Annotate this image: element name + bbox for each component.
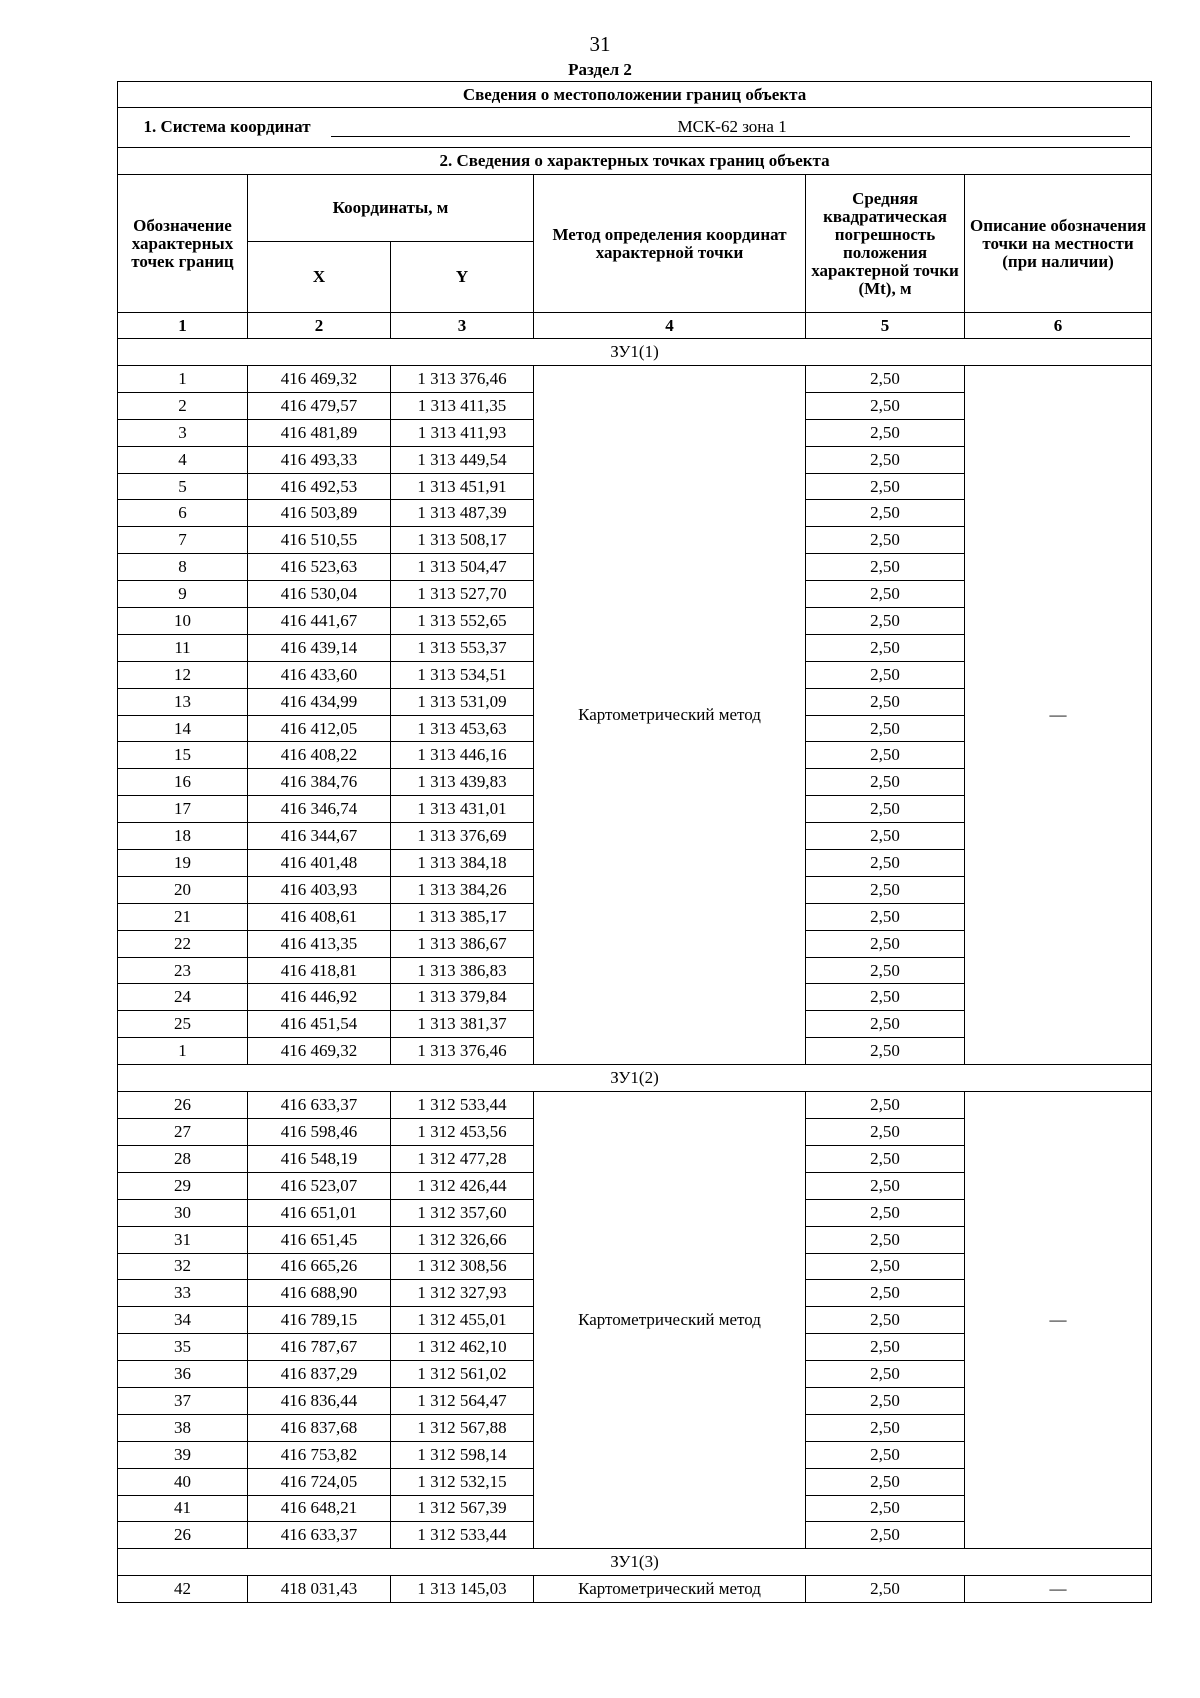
error-value: 2,50 [806, 1280, 965, 1307]
error-value: 2,50 [806, 769, 965, 796]
method-cell: Картометрический метод [534, 366, 806, 1065]
coord-y: 1 313 376,46 [391, 1038, 534, 1065]
point-number: 6 [118, 500, 248, 527]
coord-x: 416 787,67 [248, 1334, 391, 1361]
coord-y: 1 312 567,88 [391, 1414, 534, 1441]
error-value: 2,50 [806, 1119, 965, 1146]
coord-y: 1 313 431,01 [391, 796, 534, 823]
point-number: 32 [118, 1253, 248, 1280]
point-number: 26 [118, 1522, 248, 1549]
coord-y: 1 312 453,56 [391, 1119, 534, 1146]
section-title: Раздел 2 [568, 60, 632, 79]
point-number: 17 [118, 796, 248, 823]
point-number: 16 [118, 769, 248, 796]
table-row [118, 1092, 1152, 1119]
coord-y: 1 313 385,17 [391, 903, 534, 930]
error-value: 2,50 [806, 661, 965, 688]
error-value: 2,50 [806, 1522, 965, 1549]
coord-x: 416 434,99 [248, 688, 391, 715]
point-number: 20 [118, 876, 248, 903]
coord-x: 416 493,33 [248, 446, 391, 473]
description-cell: — [965, 366, 1152, 1065]
error-value: 2,50 [806, 608, 965, 635]
coord-x: 416 492,53 [248, 473, 391, 500]
error-value: 2,50 [806, 1361, 965, 1388]
coord-x: 416 469,32 [248, 366, 391, 393]
error-value: 2,50 [806, 446, 965, 473]
point-number: 31 [118, 1226, 248, 1253]
col-number-5: 5 [806, 313, 965, 339]
header-designation: Обозначение характерных точек границ [118, 175, 248, 313]
error-value: 2,50 [806, 419, 965, 446]
coord-y: 1 313 451,91 [391, 473, 534, 500]
point-number: 15 [118, 742, 248, 769]
error-value: 2,50 [806, 930, 965, 957]
coord-x: 416 789,15 [248, 1307, 391, 1334]
coord-y: 1 313 553,37 [391, 634, 534, 661]
coord-x: 416 837,68 [248, 1414, 391, 1441]
error-value: 2,50 [806, 366, 965, 393]
description-cell: — [965, 1576, 1152, 1603]
point-number: 19 [118, 850, 248, 877]
coord-x: 416 548,19 [248, 1145, 391, 1172]
coord-y: 1 313 384,26 [391, 876, 534, 903]
coord-x: 416 530,04 [248, 581, 391, 608]
error-value: 2,50 [806, 1307, 965, 1334]
coord-x: 416 481,89 [248, 419, 391, 446]
coord-y: 1 313 411,93 [391, 419, 534, 446]
coord-y: 1 312 533,44 [391, 1092, 534, 1119]
coord-system-label: 1. Система координат [143, 117, 311, 136]
error-value: 2,50 [806, 1253, 965, 1280]
point-number: 5 [118, 473, 248, 500]
coord-x: 416 633,37 [248, 1092, 391, 1119]
group-name: ЗУ1(1) [118, 339, 1152, 366]
error-value: 2,50 [806, 392, 965, 419]
point-number: 12 [118, 661, 248, 688]
header-method: Метод определения координат характерной точки [534, 175, 806, 313]
error-value: 2,50 [806, 1495, 965, 1522]
coord-y: 1 312 533,44 [391, 1522, 534, 1549]
coord-x: 416 688,90 [248, 1280, 391, 1307]
coord-y: 1 313 487,39 [391, 500, 534, 527]
point-number: 25 [118, 1011, 248, 1038]
coord-x: 416 384,76 [248, 769, 391, 796]
coord-y: 1 312 327,93 [391, 1280, 534, 1307]
coord-y: 1 313 145,03 [391, 1576, 534, 1603]
error-value: 2,50 [806, 876, 965, 903]
coord-x: 416 344,67 [248, 823, 391, 850]
point-number: 38 [118, 1414, 248, 1441]
coord-y: 1 313 386,83 [391, 957, 534, 984]
col-number-3: 3 [391, 313, 534, 339]
coord-y: 1 313 552,65 [391, 608, 534, 635]
error-value: 2,50 [806, 634, 965, 661]
point-number: 23 [118, 957, 248, 984]
coord-y: 1 313 439,83 [391, 769, 534, 796]
coord-y: 1 313 531,09 [391, 688, 534, 715]
error-value: 2,50 [806, 554, 965, 581]
coord-y: 1 313 386,67 [391, 930, 534, 957]
coord-x: 416 412,05 [248, 715, 391, 742]
coord-y: 1 313 508,17 [391, 527, 534, 554]
coord-x: 416 441,67 [248, 608, 391, 635]
error-value: 2,50 [806, 1576, 965, 1603]
coord-y: 1 313 381,37 [391, 1011, 534, 1038]
point-number: 33 [118, 1280, 248, 1307]
group-name: ЗУ1(2) [118, 1065, 1152, 1092]
error-value: 2,50 [806, 1387, 965, 1414]
method-cell: Картометрический метод [534, 1092, 806, 1549]
coord-x: 416 451,54 [248, 1011, 391, 1038]
header-y: Y [391, 242, 534, 313]
object-title: Сведения о местоположении границ объекта [118, 82, 1152, 108]
header-description: Описание обозначения точки на местности (при наличии) [965, 175, 1152, 313]
coord-x: 416 837,29 [248, 1361, 391, 1388]
coord-x: 416 401,48 [248, 850, 391, 877]
point-number: 10 [118, 608, 248, 635]
coord-x: 416 479,57 [248, 392, 391, 419]
coord-x: 416 651,01 [248, 1199, 391, 1226]
coord-y: 1 312 564,47 [391, 1387, 534, 1414]
table-row [118, 366, 1152, 393]
error-value: 2,50 [806, 1414, 965, 1441]
point-number: 24 [118, 984, 248, 1011]
error-value: 2,50 [806, 823, 965, 850]
coord-y: 1 313 446,16 [391, 742, 534, 769]
coord-x: 418 031,43 [248, 1576, 391, 1603]
error-value: 2,50 [806, 715, 965, 742]
coord-y: 1 312 477,28 [391, 1145, 534, 1172]
point-number: 8 [118, 554, 248, 581]
point-number: 40 [118, 1468, 248, 1495]
coord-y: 1 312 532,15 [391, 1468, 534, 1495]
error-value: 2,50 [806, 1011, 965, 1038]
error-value: 2,50 [806, 903, 965, 930]
point-number: 21 [118, 903, 248, 930]
coord-system-row [118, 108, 1152, 148]
coord-x: 416 439,14 [248, 634, 391, 661]
error-value: 2,50 [806, 850, 965, 877]
point-number: 11 [118, 634, 248, 661]
error-value: 2,50 [806, 1092, 965, 1119]
coord-x: 416 403,93 [248, 876, 391, 903]
point-number: 29 [118, 1172, 248, 1199]
coord-x: 416 408,61 [248, 903, 391, 930]
coord-x: 416 633,37 [248, 1522, 391, 1549]
coord-x: 416 651,45 [248, 1226, 391, 1253]
point-number: 41 [118, 1495, 248, 1522]
boundary-table [117, 81, 1152, 1603]
point-number: 14 [118, 715, 248, 742]
coord-y: 1 313 453,63 [391, 715, 534, 742]
point-number: 13 [118, 688, 248, 715]
error-value: 2,50 [806, 1172, 965, 1199]
point-number: 39 [118, 1441, 248, 1468]
coord-x: 416 836,44 [248, 1387, 391, 1414]
coord-y: 1 313 384,18 [391, 850, 534, 877]
point-number: 28 [118, 1145, 248, 1172]
coord-x: 416 446,92 [248, 984, 391, 1011]
coord-x: 416 523,07 [248, 1172, 391, 1199]
coord-x: 416 648,21 [248, 1495, 391, 1522]
coord-x: 416 469,32 [248, 1038, 391, 1065]
point-number: 7 [118, 527, 248, 554]
coord-y: 1 312 598,14 [391, 1441, 534, 1468]
error-value: 2,50 [806, 742, 965, 769]
error-value: 2,50 [806, 1145, 965, 1172]
error-value: 2,50 [806, 1441, 965, 1468]
error-value: 2,50 [806, 688, 965, 715]
coord-y: 1 313 449,54 [391, 446, 534, 473]
coord-system-value: МСК-62 зона 1 [331, 118, 1130, 137]
coord-x: 416 665,26 [248, 1253, 391, 1280]
point-number: 22 [118, 930, 248, 957]
header-x: X [248, 242, 391, 313]
point-number: 27 [118, 1119, 248, 1146]
coord-y: 1 312 426,44 [391, 1172, 534, 1199]
coord-y: 1 312 567,39 [391, 1495, 534, 1522]
method-cell: Картометрический метод [534, 1576, 806, 1603]
col-number-4: 4 [534, 313, 806, 339]
coord-y: 1 313 411,35 [391, 392, 534, 419]
point-number: 4 [118, 446, 248, 473]
header-coords: Координаты, м [248, 175, 534, 242]
coord-y: 1 312 455,01 [391, 1307, 534, 1334]
error-value: 2,50 [806, 1199, 965, 1226]
error-value: 2,50 [806, 581, 965, 608]
coord-x: 416 523,63 [248, 554, 391, 581]
coord-y: 1 312 326,66 [391, 1226, 534, 1253]
point-number: 42 [118, 1576, 248, 1603]
page-number: 31 [589, 32, 611, 56]
point-number: 26 [118, 1092, 248, 1119]
coord-y: 1 312 357,60 [391, 1199, 534, 1226]
point-number: 37 [118, 1387, 248, 1414]
coord-y: 1 312 561,02 [391, 1361, 534, 1388]
coord-x: 416 724,05 [248, 1468, 391, 1495]
error-value: 2,50 [806, 1226, 965, 1253]
coord-x: 416 413,35 [248, 930, 391, 957]
error-value: 2,50 [806, 473, 965, 500]
error-value: 2,50 [806, 796, 965, 823]
coord-x: 416 510,55 [248, 527, 391, 554]
col-number-6: 6 [965, 313, 1152, 339]
point-number: 9 [118, 581, 248, 608]
coord-y: 1 312 462,10 [391, 1334, 534, 1361]
coord-y: 1 313 376,46 [391, 366, 534, 393]
point-number: 3 [118, 419, 248, 446]
col-number-1: 1 [118, 313, 248, 339]
coord-y: 1 313 379,84 [391, 984, 534, 1011]
coord-x: 416 418,81 [248, 957, 391, 984]
point-number: 2 [118, 392, 248, 419]
coord-x: 416 598,46 [248, 1119, 391, 1146]
point-number: 1 [118, 366, 248, 393]
coord-x: 416 433,60 [248, 661, 391, 688]
coord-x: 416 753,82 [248, 1441, 391, 1468]
coord-x: 416 408,22 [248, 742, 391, 769]
point-number: 34 [118, 1307, 248, 1334]
description-cell: — [965, 1092, 1152, 1549]
error-value: 2,50 [806, 1468, 965, 1495]
point-number: 1 [118, 1038, 248, 1065]
point-number: 36 [118, 1361, 248, 1388]
coord-x: 416 503,89 [248, 500, 391, 527]
point-number: 18 [118, 823, 248, 850]
point-number: 30 [118, 1199, 248, 1226]
coord-y: 1 313 376,69 [391, 823, 534, 850]
group-name: ЗУ1(3) [118, 1549, 1152, 1576]
coord-y: 1 313 504,47 [391, 554, 534, 581]
error-value: 2,50 [806, 984, 965, 1011]
coord-y: 1 313 527,70 [391, 581, 534, 608]
header-error: Средняя квадратическая погрешность положения характерной точки (Mt), м [806, 175, 965, 313]
points-title: 2. Сведения о характерных точках границ объекта [118, 148, 1152, 175]
error-value: 2,50 [806, 1038, 965, 1065]
error-value: 2,50 [806, 527, 965, 554]
coord-x: 416 346,74 [248, 796, 391, 823]
coord-y: 1 312 308,56 [391, 1253, 534, 1280]
coord-y: 1 313 534,51 [391, 661, 534, 688]
table-row [118, 1576, 1152, 1603]
error-value: 2,50 [806, 957, 965, 984]
error-value: 2,50 [806, 500, 965, 527]
point-number: 35 [118, 1334, 248, 1361]
error-value: 2,50 [806, 1334, 965, 1361]
col-number-2: 2 [248, 313, 391, 339]
